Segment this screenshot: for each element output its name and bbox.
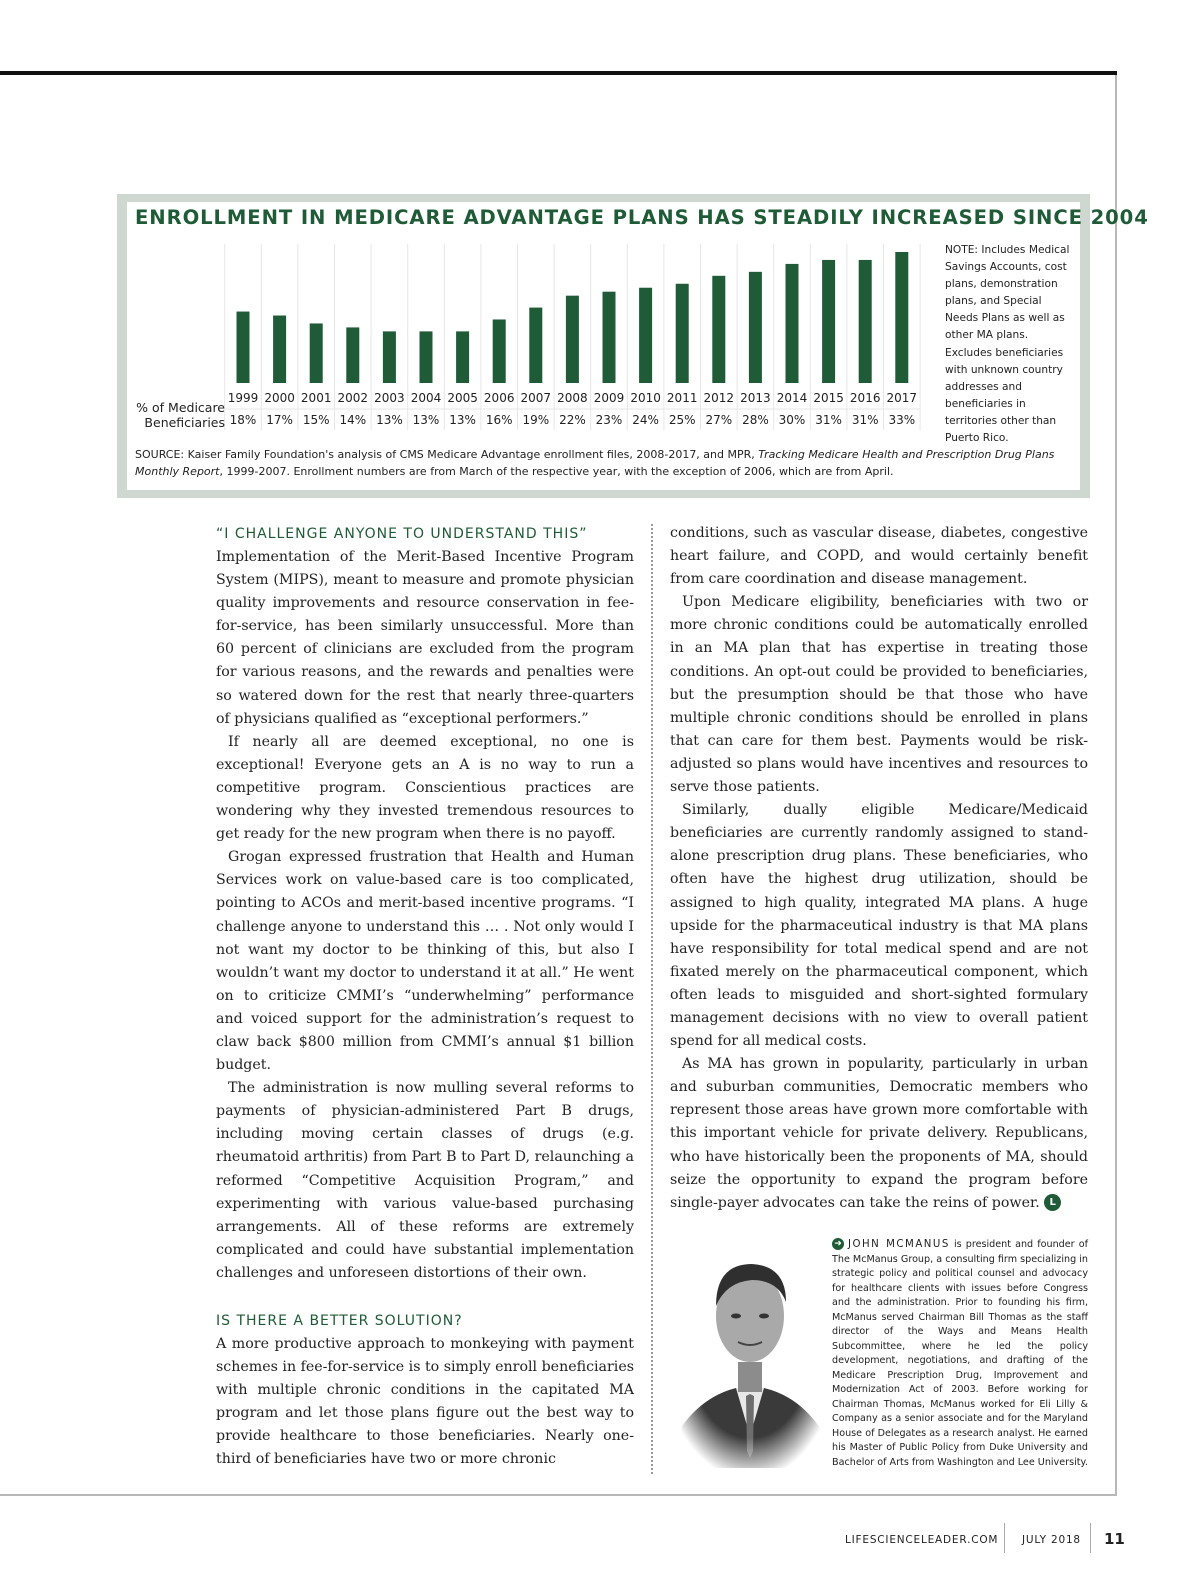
bar-2006 xyxy=(493,319,506,383)
year-label: 2010 xyxy=(630,391,661,405)
footer-separator xyxy=(1004,1523,1005,1553)
year-label: 2007 xyxy=(520,391,552,405)
bar-2003 xyxy=(383,331,396,383)
subhead-challenge: “I CHALLENGE ANYONE TO UNDERSTAND THIS” xyxy=(216,526,588,542)
bar-2010 xyxy=(639,288,652,383)
arrow-icon: ➜ xyxy=(832,1238,844,1250)
bar-2014 xyxy=(786,264,799,383)
source-text-end: , 1999-2007. Enrollment numbers are from March of the respective year, with the exception of 2006, which are from April. xyxy=(219,465,894,478)
author-name: JOHN MCMANUS xyxy=(848,1239,950,1250)
value-label: 30% xyxy=(778,413,806,427)
author-portrait xyxy=(674,1236,826,1468)
value-label: 25% xyxy=(668,413,696,427)
year-label: 2006 xyxy=(483,391,515,405)
bar-2007 xyxy=(529,308,542,383)
bar-2000 xyxy=(273,316,286,383)
year-label: 2017 xyxy=(886,391,918,405)
bottom-rule xyxy=(0,1494,1117,1496)
source-italic: Tracking Medicare Health and Prescription Drug Plans Monthly Report xyxy=(135,448,1055,478)
top-rule xyxy=(0,71,1117,75)
chart-box xyxy=(117,194,1149,498)
year-label: 2008 xyxy=(557,391,588,405)
row-label: Beneficiaries xyxy=(144,415,225,430)
year-label: 2005 xyxy=(447,391,478,405)
column-divider xyxy=(651,524,653,1474)
value-label: 15% xyxy=(302,413,330,427)
year-label: 2002 xyxy=(337,391,369,405)
value-label: 31% xyxy=(851,413,879,427)
bar-2008 xyxy=(566,296,579,383)
year-label: 2000 xyxy=(264,391,295,405)
value-label: 31% xyxy=(815,413,842,427)
year-label: 2009 xyxy=(593,391,625,405)
value-label: 23% xyxy=(595,413,623,427)
value-label: 22% xyxy=(559,413,586,427)
bar-2009 xyxy=(603,292,616,383)
bio-text: is president and founder of The McManus Group, a consulting firm specializing in strategic policy and political counsel and advocacy for healthcare clients with issues before Congress and the administration. Prior to founding his firm, McManus served Chairman Bill Thomas as the staff director of the Ways and Means Health Subcommittee, where he led the policy development, negotiations, and drafting of the Medicare Prescription Drug, Improvement and Modernization Act of 2003. Before working for Chairman Thomas, McManus worked for Eli Lilly & Company as a senior associate and for the Maryland House of Delegates as a research analyst. He earned his Master of Public Policy from Duke University and Bachelor of Arts from Washington and Lee University. xyxy=(832,1239,1088,1468)
bar-2002 xyxy=(346,327,359,383)
end-mark-icon: L xyxy=(1044,1194,1061,1211)
year-label: 2012 xyxy=(703,391,735,405)
bar-2016 xyxy=(859,260,872,383)
subhead-better-solution: IS THERE A BETTER SOLUTION? xyxy=(216,1313,463,1329)
year-label: 2001 xyxy=(300,391,332,405)
value-label: 13% xyxy=(412,413,440,427)
value-label: 13% xyxy=(376,413,403,427)
year-label: 2011 xyxy=(666,391,698,405)
value-label: 24% xyxy=(632,413,659,427)
right-rule xyxy=(1115,75,1117,1495)
value-label: 14% xyxy=(339,413,367,427)
year-label: 2003 xyxy=(374,391,405,405)
value-label: 19% xyxy=(522,413,550,427)
value-label: 33% xyxy=(888,413,916,427)
paragraph: Grogan expressed frustration that Health and Human Services work on value-based care is too complicated, pointing to ACOs and merit-based incentive programs. “I challenge anyone to understand this … . Not only would I not want my doctor to be thinking of this, but also I wouldn’t want my doctor to understand it at all.” He went on to criticize CMMI’s “underwhelming” performance and voiced support for the administration’s request to claw back $800 million from CMMI’s annual $1 billion budget. xyxy=(216,849,634,1074)
paragraph: conditions, such as vascular disease, diabetes, congestive heart failure, and COPD, and would certainly benefit from care coordination and disease management. xyxy=(670,525,1088,588)
paragraph: If nearly all are deemed exceptional, no one is exceptional! Everyone gets an A is no way to run a competitive program. Conscientious practices are wondering why they invested tremendous resources to get ready for the new program when there is no payoff. xyxy=(216,733,634,843)
bar-2001 xyxy=(310,323,323,383)
value-label: 13% xyxy=(449,413,476,427)
source-text: SOURCE: Kaiser Family Foundation's analysis of CMS Medicare Advantage enrollment files, 2008-2017, and MPR, xyxy=(135,448,759,461)
row-label: % of Medicare xyxy=(136,400,225,415)
value-label: 27% xyxy=(705,413,733,427)
year-label: 1999 xyxy=(227,391,259,405)
chart-panel xyxy=(127,202,1149,490)
value-label: 16% xyxy=(485,413,513,427)
author-bio xyxy=(832,1238,1088,1470)
year-label: 2013 xyxy=(740,391,771,405)
paragraph: Similarly, dually eligible Medicare/Medicaid beneficiaries are currently randomly assigned to stand-alone prescription drug plans. These beneficiaries, who often have the highest drug utilization, should be assigned to high quality, integrated MA plans. A huge upside for the pharmaceutical industry is that MA plans have responsibility for total medical spend and are not fixated merely on the pharmaceutical component, which often leads to misguided and short-sighted formulary management decisions with no view to overall patient spend for all medical costs. xyxy=(670,802,1088,1050)
year-label: 2016 xyxy=(849,391,881,405)
bar-2013 xyxy=(749,272,762,383)
bar-2012 xyxy=(712,276,725,383)
value-label: 28% xyxy=(742,413,769,427)
chart-title: ENROLLMENT IN MEDICARE ADVANTAGE PLANS HAS STEADILY INCREASED SINCE 2004 xyxy=(135,206,1149,229)
chart-note: NOTE: Includes Medical Savings Accounts, cost plans, demonstration plans, and Special Needs Plans as well as other MA plans. Excludes beneficiaries with unknown country addresses and beneficiaries in territories other than Puerto Rico. xyxy=(945,244,1070,445)
paragraph: Implementation of the Merit-Based Incentive Program System (MIPS), meant to measure and promote physician quality improvements and resource conservation in fee-for-service, has been similarly unsuccessful. More than 60 percent of clinicians are excluded from the program for various reasons, and the rewards and penalties were so watered down for the rest that nearly three-quarters of physicians qualified as “exceptional performers.” xyxy=(216,549,634,727)
paragraph: Upon Medicare eligibility, beneficiaries with two or more chronic conditions could be automatically enrolled in an MA plan that has expertise in treating those conditions. An opt-out could be provided to beneficiaries, but the presumption should be that those who have multiple chronic conditions should be enrolled in plans that can care for them best. Payments would be risk-adjusted so plans would have incentives and resources to serve those patients. xyxy=(670,594,1088,796)
footer-separator xyxy=(1090,1523,1091,1553)
bar-2017 xyxy=(895,252,908,383)
paragraph-text: As MA has grown in popularity, particularly in urban and suburban communities, Democratic members who represent those areas have grown more comfortable with this important vehicle for private delivery. Republicans, who have historically been the proponents of MA, should seize the opportunity to expand the program before single-payer advocates can take the reins of power. xyxy=(670,1056,1088,1211)
bar-2011 xyxy=(676,284,689,383)
year-label: 2015 xyxy=(813,391,844,405)
paragraph: A more productive approach to monkeying with payment schemes in fee-for-service is to simply enroll beneficiaries with multiple chronic conditions in the capitated MA program and let those plans figure out the best way to provide healthcare to those beneficiaries. Nearly one-third of beneficiaries have two or more chronic xyxy=(216,1336,635,1468)
page-number: 11 xyxy=(1104,1530,1125,1548)
value-label: 17% xyxy=(266,413,293,427)
footer-date: JULY 2018 xyxy=(1022,1534,1081,1546)
bar-2015 xyxy=(822,260,835,383)
bar-2005 xyxy=(456,331,469,383)
bar-1999 xyxy=(237,312,250,383)
chart-source xyxy=(135,446,1070,480)
article-column-left xyxy=(216,522,634,1472)
year-label: 2004 xyxy=(410,391,442,405)
value-label: 18% xyxy=(229,413,257,427)
article-column-right xyxy=(670,522,1088,1215)
bar-2004 xyxy=(420,331,433,383)
footer-site: LIFESCIENCELEADER.COM xyxy=(845,1534,999,1546)
year-label: 2014 xyxy=(776,391,808,405)
paragraph: The administration is now mulling several reforms to payments of physician-administered Part B drugs, including moving certain classes of drugs (e.g. rheumatoid arthritis) from Part B to Part D, relaunching a reformed “Competitive Acquisition Program,” and experimenting with various value-based purchasing arrangements. All of these reforms are extremely complicated and could have substantial implementation challenges and unforeseen distortions of their own. xyxy=(216,1080,634,1281)
paragraph-last xyxy=(670,1053,1088,1215)
